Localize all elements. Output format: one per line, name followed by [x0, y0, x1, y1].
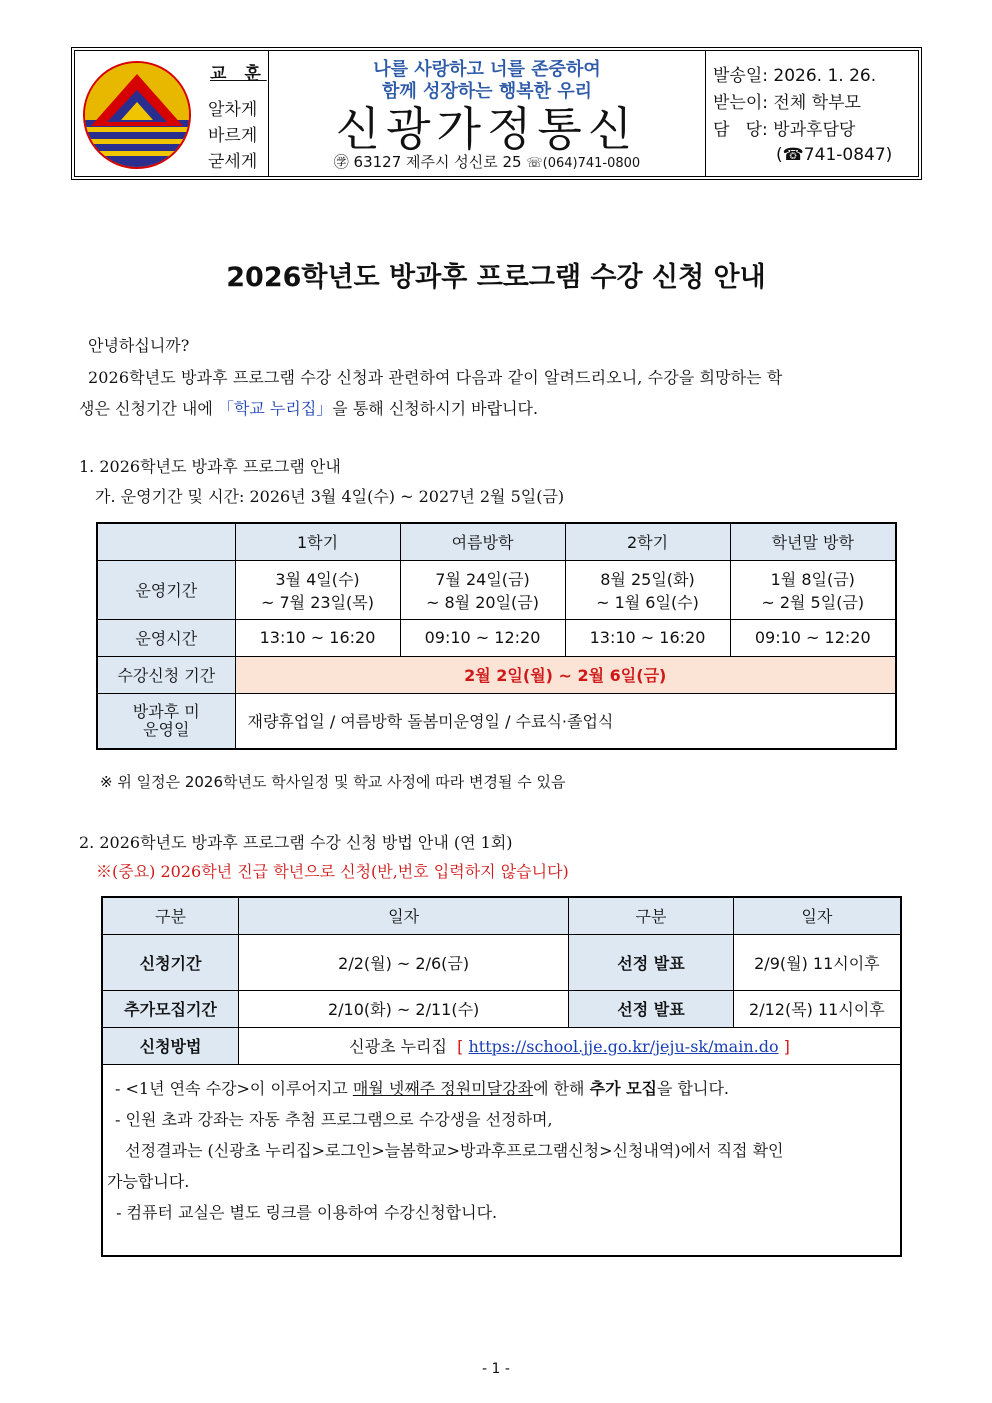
table-row — [97, 693, 896, 749]
row-label: 신청방법 — [102, 1027, 239, 1064]
address-text: ㊫ 63127 제주시 성신로 25 — [333, 153, 522, 171]
manager: 담 당: 방과후담당 — [713, 120, 856, 140]
row-label-line: 운영일 — [143, 719, 190, 739]
school-logo — [75, 51, 198, 176]
bracket-close: ] — [778, 1037, 790, 1056]
row-label — [97, 693, 235, 749]
motto-line: 굳세게 — [208, 152, 258, 172]
note-line: 가능합니다. — [107, 1171, 190, 1191]
bracket-open: [ — [452, 1037, 469, 1056]
row-label: 선정 발표 — [569, 990, 734, 1027]
period-end: ~ 7월 23일(목) — [261, 592, 374, 612]
motto-line: 알차게 — [208, 100, 258, 120]
schedule-note: ※ 위 일정은 2026학년도 학사일정 및 학교 사정에 따라 변경될 수 있음 — [100, 773, 566, 791]
period-start: 3월 4일(수) — [275, 569, 360, 589]
send-date: 발송일: 2026. 1. 26. — [713, 66, 877, 86]
table-header-cell: 구분 — [569, 897, 734, 934]
period-start: 7월 24일(금) — [435, 569, 530, 589]
table-header-cell: 구분 — [102, 897, 239, 934]
table-cell: 09:10 ~ 12:20 — [730, 619, 896, 656]
row-label: 신청기간 — [102, 934, 239, 990]
closed-days-cell: 재량휴업일 / 여름방학 돌봄미운영일 / 수료식·졸업식 — [235, 693, 896, 749]
table-header-cell: 일자 — [239, 897, 569, 934]
newsletter-header — [71, 47, 922, 180]
row-label: 운영기간 — [97, 560, 235, 619]
notes-row — [102, 1064, 901, 1256]
method-prefix: 신광초 누리집 — [349, 1037, 447, 1056]
slogan-line-1: 나를 사랑하고 너를 존중하여 — [373, 59, 601, 80]
school-phone: ☏(064)741-0800 — [526, 156, 641, 171]
table-cell: 2/10(화) ~ 2/11(수) — [239, 990, 569, 1027]
motto-line: 바르게 — [208, 126, 258, 146]
send-info — [706, 51, 922, 176]
intro-line-2-pre: 생은 신청기간 내에 — [79, 399, 218, 418]
table-row — [102, 990, 901, 1027]
table-row — [97, 560, 896, 619]
intro-line-1: 2026학년도 방과후 프로그램 수강 신청과 관련하여 다음과 같이 알려드리오니, 수강을 희망하는 학 — [88, 368, 783, 387]
page-number: - 1 - — [482, 1361, 510, 1377]
recipient: 받는이: 전체 학부모 — [713, 93, 861, 113]
row-label: 운영시간 — [97, 619, 235, 656]
note-line: 선정결과는 (신광초 누리집>로그인>늘봄학교>방과후프로그램신청>신청내역)에서 직접 확인 — [115, 1140, 784, 1160]
table-header-cell: 1학기 — [235, 523, 400, 560]
newsletter-masthead — [269, 51, 706, 176]
note-text: - <1년 연속 수강>이 이루어지고 — [115, 1078, 353, 1098]
note-line: - 인원 초과 강좌는 자동 추첨 프로그램으로 수강생을 선정하며, — [115, 1109, 553, 1129]
row-label: 추가모집기간 — [102, 990, 239, 1027]
table-row — [102, 934, 901, 990]
manager-phone: (☎741-0847) — [776, 145, 893, 165]
table-header-row — [102, 897, 901, 934]
apply-period-cell: 2월 2일(월) ~ 2월 6일(금) — [235, 656, 896, 693]
intro-line-2-post: 을 통해 신청하시기 바랍니다. — [332, 399, 539, 418]
important-notice: ※(중요) 2026학년 진급 학년으로 신청(반,번호 입력하지 않습니다) — [96, 862, 569, 881]
method-cell — [239, 1027, 901, 1064]
greeting: 안녕하십니까? — [88, 336, 190, 355]
row-label: 수강신청 기간 — [97, 656, 235, 693]
note-bold: 추가 모집 — [589, 1078, 658, 1098]
period-end: ~ 2월 5일(금) — [761, 592, 865, 612]
table-cell: 09:10 ~ 12:20 — [400, 619, 565, 656]
slogan-line-2: 함께 성장하는 행복한 우리 — [381, 81, 593, 102]
table-cell — [235, 560, 400, 619]
schedule-table — [96, 522, 897, 750]
table-header-cell: 2학기 — [565, 523, 730, 560]
note-text: 을 합니다. — [657, 1078, 730, 1098]
period-end: ~ 1월 6일(수) — [596, 592, 699, 612]
table-cell: 13:10 ~ 16:20 — [565, 619, 730, 656]
school-address — [269, 151, 705, 172]
table-header-cell: 일자 — [733, 897, 901, 934]
note-line — [107, 1073, 896, 1104]
period-start: 8월 25일(화) — [600, 569, 695, 589]
document-title: 2026학년도 방과후 프로그램 수강 신청 안내 — [226, 262, 766, 293]
table-row — [97, 656, 896, 693]
period-start: 1월 8일(금) — [770, 569, 855, 589]
note-underlined: 매월 넷째주 정원미달강좌 — [352, 1078, 534, 1098]
table-cell: 2/12(목) 11시이후 — [733, 990, 901, 1027]
table-header-empty — [97, 523, 235, 560]
application-table — [101, 896, 902, 1257]
note-line: - 컴퓨터 교실은 별도 링크를 이용하여 수강신청합니다. — [111, 1202, 498, 1222]
table-cell — [565, 560, 730, 619]
note-text: 에 한해 — [533, 1078, 590, 1098]
table-cell: 13:10 ~ 16:20 — [235, 619, 400, 656]
section1-heading: 1. 2026학년도 방과후 프로그램 안내 — [79, 457, 341, 476]
section2-heading: 2. 2026학년도 방과후 프로그램 수강 신청 방법 안내 (연 1회) — [79, 833, 513, 852]
table-cell — [400, 560, 565, 619]
table-row — [97, 619, 896, 656]
table-header-row — [97, 523, 896, 560]
intro-line-2 — [79, 396, 538, 419]
nurijip-link[interactable]: https://school.jje.go.kr/jeju-sk/main.do — [468, 1037, 779, 1056]
school-motto — [198, 51, 269, 176]
motto-title: 교 훈 — [210, 64, 267, 84]
period-end: ~ 8월 20일(금) — [426, 592, 539, 612]
table-cell: 2/9(월) 11시이후 — [733, 934, 901, 990]
row-label: 선정 발표 — [569, 934, 734, 990]
table-cell — [730, 560, 896, 619]
table-header-cell: 학년말 방학 — [730, 523, 896, 560]
notes-cell — [102, 1064, 901, 1256]
table-cell: 2/2(월) ~ 2/6(금) — [239, 934, 569, 990]
table-header-cell: 여름방학 — [400, 523, 565, 560]
intro-highlight: 「학교 누리집」 — [217, 399, 333, 418]
section1-subheading: 가. 운영기간 및 시간: 2026년 3월 4일(수) ~ 2027년 2월 5일(금) — [95, 487, 565, 506]
table-row — [102, 1027, 901, 1064]
newsletter-name: 신광가정통신 — [335, 102, 639, 156]
row-label-line: 방과후 미 — [132, 701, 200, 721]
